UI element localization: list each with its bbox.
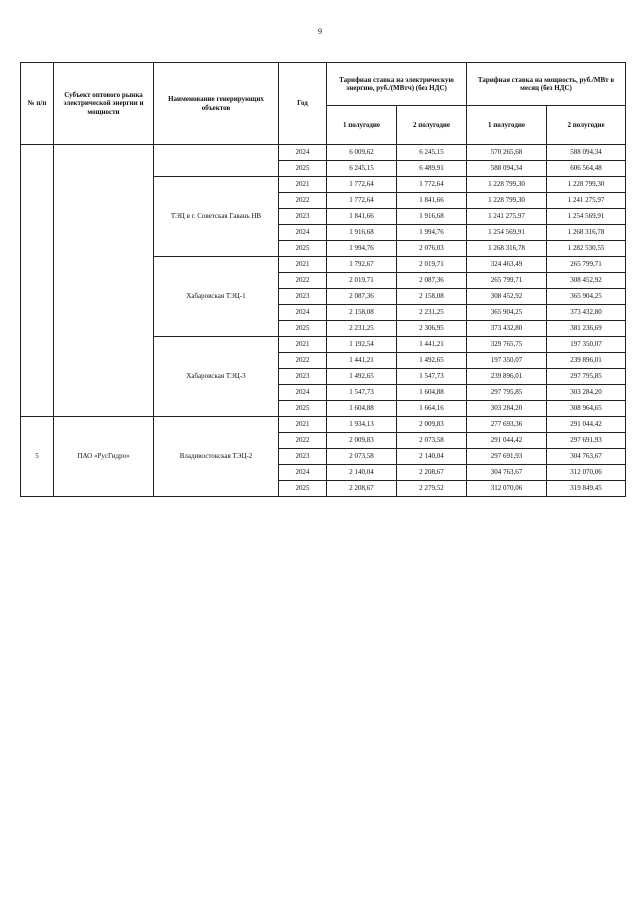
energy-half1-cell: 2 073,58	[327, 449, 397, 465]
subject-cell	[54, 145, 154, 417]
power-half2-cell: 1 268 316,78	[547, 225, 626, 241]
object-name-cell: Хабаровская ТЭЦ-1	[154, 257, 279, 337]
power-half1-cell: 291 044,42	[467, 433, 547, 449]
energy-half1-cell: 2 140,04	[327, 465, 397, 481]
year-cell: 2025	[279, 481, 327, 497]
energy-half1-cell: 2 087,36	[327, 289, 397, 305]
power-half1-cell: 1 241 275,97	[467, 209, 547, 225]
energy-half1-cell: 1 492,65	[327, 369, 397, 385]
header-subject: Субъект оптового рынка электрической энергии и мощности	[54, 63, 154, 145]
tariff-table	[20, 62, 626, 497]
power-half1-cell: 1 268 316,78	[467, 241, 547, 257]
header-year: Год	[279, 63, 327, 145]
power-half2-cell: 373 432,80	[547, 305, 626, 321]
energy-half1-cell: 2 158,08	[327, 305, 397, 321]
power-half2-cell: 297 691,93	[547, 433, 626, 449]
power-half1-cell: 329 765,75	[467, 337, 547, 353]
table-row	[21, 417, 626, 433]
object-name-cell: Хабаровская ТЭЦ-3	[154, 337, 279, 417]
energy-half2-cell: 1 441,21	[397, 337, 467, 353]
power-half2-cell: 1 282 530,55	[547, 241, 626, 257]
power-half1-cell: 239 896,01	[467, 369, 547, 385]
energy-half2-cell: 2 231,25	[397, 305, 467, 321]
year-cell: 2025	[279, 161, 327, 177]
year-cell: 2024	[279, 225, 327, 241]
power-half1-cell: 1 254 569,91	[467, 225, 547, 241]
header-num: № п/п	[21, 63, 54, 145]
energy-half2-cell: 1 916,68	[397, 209, 467, 225]
energy-half1-cell: 1 604,88	[327, 401, 397, 417]
year-cell: 2025	[279, 321, 327, 337]
power-half1-cell: 303 284,20	[467, 401, 547, 417]
energy-half2-cell: 1 664,16	[397, 401, 467, 417]
energy-half1-cell: 2 208,67	[327, 481, 397, 497]
energy-half2-cell: 2 073,58	[397, 433, 467, 449]
year-cell: 2024	[279, 385, 327, 401]
header-power-rate: Тарифная ставка на мощность, руб./МВт в месяц (без НДС)	[467, 63, 626, 106]
energy-half2-cell: 1 772,64	[397, 177, 467, 193]
year-cell: 2025	[279, 241, 327, 257]
energy-half2-cell: 2 087,36	[397, 273, 467, 289]
energy-half1-cell: 1 772,64	[327, 177, 397, 193]
power-half2-cell: 1 228 799,30	[547, 177, 626, 193]
power-half2-cell: 308 452,92	[547, 273, 626, 289]
energy-half2-cell: 6 245,15	[397, 145, 467, 161]
power-half2-cell: 319 849,45	[547, 481, 626, 497]
row-number: 5	[21, 417, 54, 497]
energy-half2-cell: 2 009,83	[397, 417, 467, 433]
year-cell: 2021	[279, 257, 327, 273]
power-half2-cell: 606 564,48	[547, 161, 626, 177]
energy-half2-cell: 2 158,08	[397, 289, 467, 305]
row-number	[21, 145, 54, 417]
power-half1-cell: 265 799,71	[467, 273, 547, 289]
energy-half1-cell: 6 009,62	[327, 145, 397, 161]
header-power-half2: 2 полугодие	[547, 106, 626, 145]
energy-half1-cell: 2 231,25	[327, 321, 397, 337]
page-number: 9	[318, 27, 322, 36]
year-cell: 2024	[279, 305, 327, 321]
energy-half1-cell: 6 245,15	[327, 161, 397, 177]
year-cell: 2021	[279, 177, 327, 193]
power-half1-cell: 312 070,06	[467, 481, 547, 497]
energy-half2-cell: 1 492,65	[397, 353, 467, 369]
power-half1-cell: 373 432,80	[467, 321, 547, 337]
power-half2-cell: 239 896,01	[547, 353, 626, 369]
object-name-cell: ТЭЦ в г. Советская Гавань НВ	[154, 177, 279, 257]
power-half1-cell: 297 795,85	[467, 385, 547, 401]
energy-half2-cell: 6 489,91	[397, 161, 467, 177]
power-half2-cell: 197 350,07	[547, 337, 626, 353]
header-energy-half2: 2 полугодие	[397, 106, 467, 145]
year-cell: 2023	[279, 449, 327, 465]
table-row	[21, 145, 626, 161]
energy-half1-cell: 1 934,13	[327, 417, 397, 433]
energy-half1-cell: 1 916,68	[327, 225, 397, 241]
year-cell: 2023	[279, 369, 327, 385]
power-half1-cell: 1 228 799,30	[467, 193, 547, 209]
energy-half1-cell: 1 441,21	[327, 353, 397, 369]
energy-half1-cell: 1 841,66	[327, 209, 397, 225]
power-half2-cell: 304 763,67	[547, 449, 626, 465]
energy-half2-cell: 2 076,03	[397, 241, 467, 257]
year-cell: 2024	[279, 465, 327, 481]
power-half1-cell: 277 693,36	[467, 417, 547, 433]
power-half1-cell: 1 228 799,30	[467, 177, 547, 193]
energy-half1-cell: 2 019,71	[327, 273, 397, 289]
energy-half2-cell: 2 306,95	[397, 321, 467, 337]
year-cell: 2021	[279, 337, 327, 353]
power-half2-cell: 365 904,25	[547, 289, 626, 305]
energy-half2-cell: 2 019,71	[397, 257, 467, 273]
year-cell: 2023	[279, 209, 327, 225]
subject-cell: ПАО «РусГидро»	[54, 417, 154, 497]
year-cell: 2022	[279, 353, 327, 369]
energy-half1-cell: 1 192,54	[327, 337, 397, 353]
power-half2-cell: 297 795,85	[547, 369, 626, 385]
year-cell: 2023	[279, 289, 327, 305]
header-energy-half1: 1 полугодие	[327, 106, 397, 145]
year-cell: 2022	[279, 433, 327, 449]
power-half1-cell: 197 350,07	[467, 353, 547, 369]
power-half1-cell: 297 691,93	[467, 449, 547, 465]
energy-half1-cell: 2 009,83	[327, 433, 397, 449]
power-half2-cell: 1 254 569,91	[547, 209, 626, 225]
energy-half2-cell: 1 994,76	[397, 225, 467, 241]
power-half2-cell: 291 044,42	[547, 417, 626, 433]
energy-half1-cell: 1 547,73	[327, 385, 397, 401]
energy-half2-cell: 1 547,73	[397, 369, 467, 385]
header-energy-rate: Тарифная ставка на электрическую энергию, руб./(МВтч) (без НДС)	[327, 63, 467, 106]
power-half1-cell: 324 463,49	[467, 257, 547, 273]
power-half2-cell: 303 284,20	[547, 385, 626, 401]
energy-half2-cell: 2 279,52	[397, 481, 467, 497]
power-half1-cell: 570 265,68	[467, 145, 547, 161]
energy-half2-cell: 2 208,67	[397, 465, 467, 481]
object-name-cell	[154, 145, 279, 177]
power-half1-cell: 304 763,67	[467, 465, 547, 481]
header-object: Наименование генерирующих объектов	[154, 63, 279, 145]
year-cell: 2022	[279, 273, 327, 289]
year-cell: 2022	[279, 193, 327, 209]
year-cell: 2025	[279, 401, 327, 417]
year-cell: 2024	[279, 145, 327, 161]
energy-half2-cell: 1 604,88	[397, 385, 467, 401]
power-half1-cell: 308 452,92	[467, 289, 547, 305]
energy-half2-cell: 1 841,66	[397, 193, 467, 209]
power-half1-cell: 588 094,34	[467, 161, 547, 177]
power-half1-cell: 365 904,25	[467, 305, 547, 321]
header-power-half1: 1 полугодие	[467, 106, 547, 145]
table-body	[21, 145, 626, 497]
object-name-cell: Владивостокская ТЭЦ-2	[154, 417, 279, 497]
power-half2-cell: 308 964,65	[547, 401, 626, 417]
power-half2-cell: 312 070,06	[547, 465, 626, 481]
year-cell: 2021	[279, 417, 327, 433]
power-half2-cell: 588 094,34	[547, 145, 626, 161]
energy-half1-cell: 1 792,67	[327, 257, 397, 273]
power-half2-cell: 381 236,69	[547, 321, 626, 337]
energy-half1-cell: 1 994,76	[327, 241, 397, 257]
energy-half2-cell: 2 140,04	[397, 449, 467, 465]
power-half2-cell: 265 799,71	[547, 257, 626, 273]
energy-half1-cell: 1 772,64	[327, 193, 397, 209]
power-half2-cell: 1 241 275,97	[547, 193, 626, 209]
